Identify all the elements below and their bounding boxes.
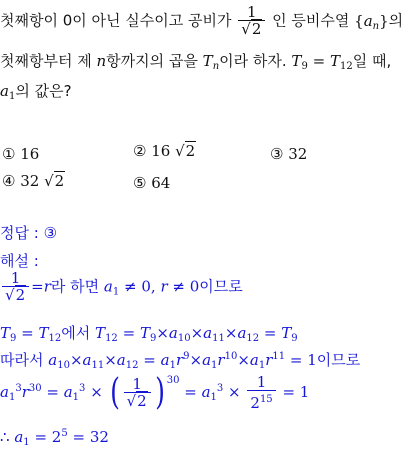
- t12-subscript: 12: [339, 61, 353, 72]
- option-mark: ④: [2, 172, 16, 190]
- problem-text: 의: [388, 11, 403, 30]
- option-value: 64: [151, 174, 171, 192]
- solution-line-4: $a_1^3r^{30} = a_1^3$ × ( $\frac{1}{√2}$ ) $^{30} = a_1^3$ × $\frac{1}{2^{15}}$ = 1: [0, 372, 310, 413]
- equals-one: = 1: [289, 351, 317, 369]
- answer-label: 정답 : ③: [0, 224, 58, 242]
- problem-text: 인 등비수열: [272, 11, 350, 30]
- sequence-subscript: n: [372, 20, 380, 32]
- t9-subscript: 9: [301, 61, 308, 72]
- t9-subscript: 9: [10, 333, 17, 344]
- sequence-symbol: a: [363, 11, 373, 30]
- r-symbol: r: [160, 277, 168, 296]
- right-paren: ): [154, 372, 165, 413]
- fraction-numerator: 1: [124, 376, 151, 393]
- sqrt-radicand: 2: [54, 172, 65, 190]
- option-value: 16: [20, 145, 40, 163]
- exponent: 15: [259, 394, 273, 405]
- sqrt-radicand: 2: [137, 392, 147, 410]
- a-symbol: a: [103, 277, 113, 296]
- exponent: 3: [15, 383, 22, 394]
- n-symbol: n: [96, 52, 107, 70]
- r-symbol: r: [43, 277, 51, 296]
- problem-text: 첫째항이 0이 아닌 실수이고 공비가: [0, 11, 232, 30]
- ratio-denominator: 2: [15, 286, 26, 304]
- a-subscript: 1: [8, 392, 16, 403]
- solution-text: 따라서: [0, 351, 44, 369]
- t-symbol: T: [0, 324, 11, 342]
- ratio-fraction: [124, 376, 151, 410]
- power-fraction: $\frac{1}{2^{15}}$: [247, 374, 275, 412]
- option-4[interactable]: [2, 172, 65, 190]
- sqrt-symbol: √2: [241, 20, 262, 38]
- problem-line-3: [0, 80, 72, 102]
- ratio-fraction: [238, 4, 265, 38]
- solution-label-line: [0, 250, 39, 271]
- exponent: 5: [61, 428, 68, 439]
- option-value: 32: [288, 145, 308, 163]
- solution-text: 이므로: [199, 277, 243, 296]
- solution-line-2: $T_9 = T_{12}$에서 $T_{12} = T_9\times a_{10}\times a_{11}\times a_{12} = T_9$: [0, 324, 298, 344]
- solution-text: 이므로: [316, 351, 361, 369]
- t-symbol: T: [329, 52, 340, 70]
- sqrt-symbol: √2: [44, 172, 65, 190]
- sqrt-symbol: √2: [175, 142, 196, 160]
- option-2[interactable]: [133, 142, 196, 160]
- option-mark: ②: [133, 142, 147, 160]
- problem-text: 의 값은?: [15, 82, 72, 100]
- option-mark: ⑤: [133, 174, 147, 192]
- fraction-numerator: 1: [247, 374, 275, 391]
- problem-line-1: 첫째항이 0이 아닌 실수이고 공비가 $\frac{1}{√2}$ 인 등비수열 $\{a_n\}$의: [0, 3, 403, 38]
- answer-line: [0, 222, 57, 243]
- solution-line-3: 따라서 $a_{10}\times a_{11}\times a_{12} = a_1r^9\times a_1r^{10}\times a_1r^{11} = 1$이므로: [0, 351, 361, 371]
- t-symbol: T: [38, 324, 49, 342]
- solution-text: 에서: [61, 324, 91, 342]
- equals-two: = 2: [34, 428, 62, 446]
- sqrt-symbol: √2: [126, 392, 147, 410]
- option-value: 16: [151, 142, 171, 160]
- sqrt-symbol: √2: [5, 286, 26, 304]
- problem-text: 항까지의 곱을: [106, 52, 198, 70]
- ratio-numerator: 1: [238, 4, 265, 21]
- left-paren: (: [109, 372, 120, 413]
- option-mark: ③: [270, 145, 284, 163]
- final-value: = 32: [72, 428, 109, 446]
- ratio-denominator: 2: [251, 20, 262, 38]
- a-subscript: 1: [8, 91, 16, 102]
- sqrt-radicand: 2: [185, 142, 196, 160]
- problem-text: 첫째항부터 제: [0, 52, 92, 70]
- exponent: 30: [28, 383, 42, 394]
- a-subscript: 1: [23, 437, 30, 448]
- t12-subscript: 12: [48, 333, 62, 344]
- t-symbol: T: [202, 52, 213, 70]
- t-symbol: T: [291, 52, 302, 70]
- therefore-symbol: ∴: [0, 428, 10, 446]
- a-subscript: 1: [112, 286, 120, 298]
- problem-text: 일 때,: [352, 52, 392, 70]
- option-3[interactable]: [270, 145, 307, 163]
- ratio-fraction: [2, 270, 29, 304]
- solution-label: 해설 :: [0, 252, 39, 270]
- option-1[interactable]: [2, 145, 39, 163]
- not-equal-zero: ≠ 0: [172, 277, 200, 296]
- ratio-numerator: 1: [2, 270, 29, 287]
- option-value: 32: [20, 172, 40, 190]
- t-subscript: n: [212, 61, 220, 72]
- option-5[interactable]: [133, 174, 170, 192]
- problem-text: 이라 하자.: [219, 52, 287, 70]
- solution-text: 라 하면: [50, 277, 100, 296]
- problem-line-2: 첫째항부터 제 n항까지의 곱을 $T_n$이라 하자. $T_9 = T_{12}$일 때,: [0, 52, 392, 72]
- a-symbol: a: [0, 82, 9, 100]
- not-equal-zero: ≠ 0,: [124, 277, 156, 296]
- solution-line-5: ∴ $a_1 = 2^5 = 32$: [0, 428, 109, 448]
- solution-line-1: $\frac{1}{√2}$ =r라 하면 $a_1 \ne 0$, r ≠ 0이므로: [0, 270, 243, 304]
- option-mark: ①: [2, 145, 16, 163]
